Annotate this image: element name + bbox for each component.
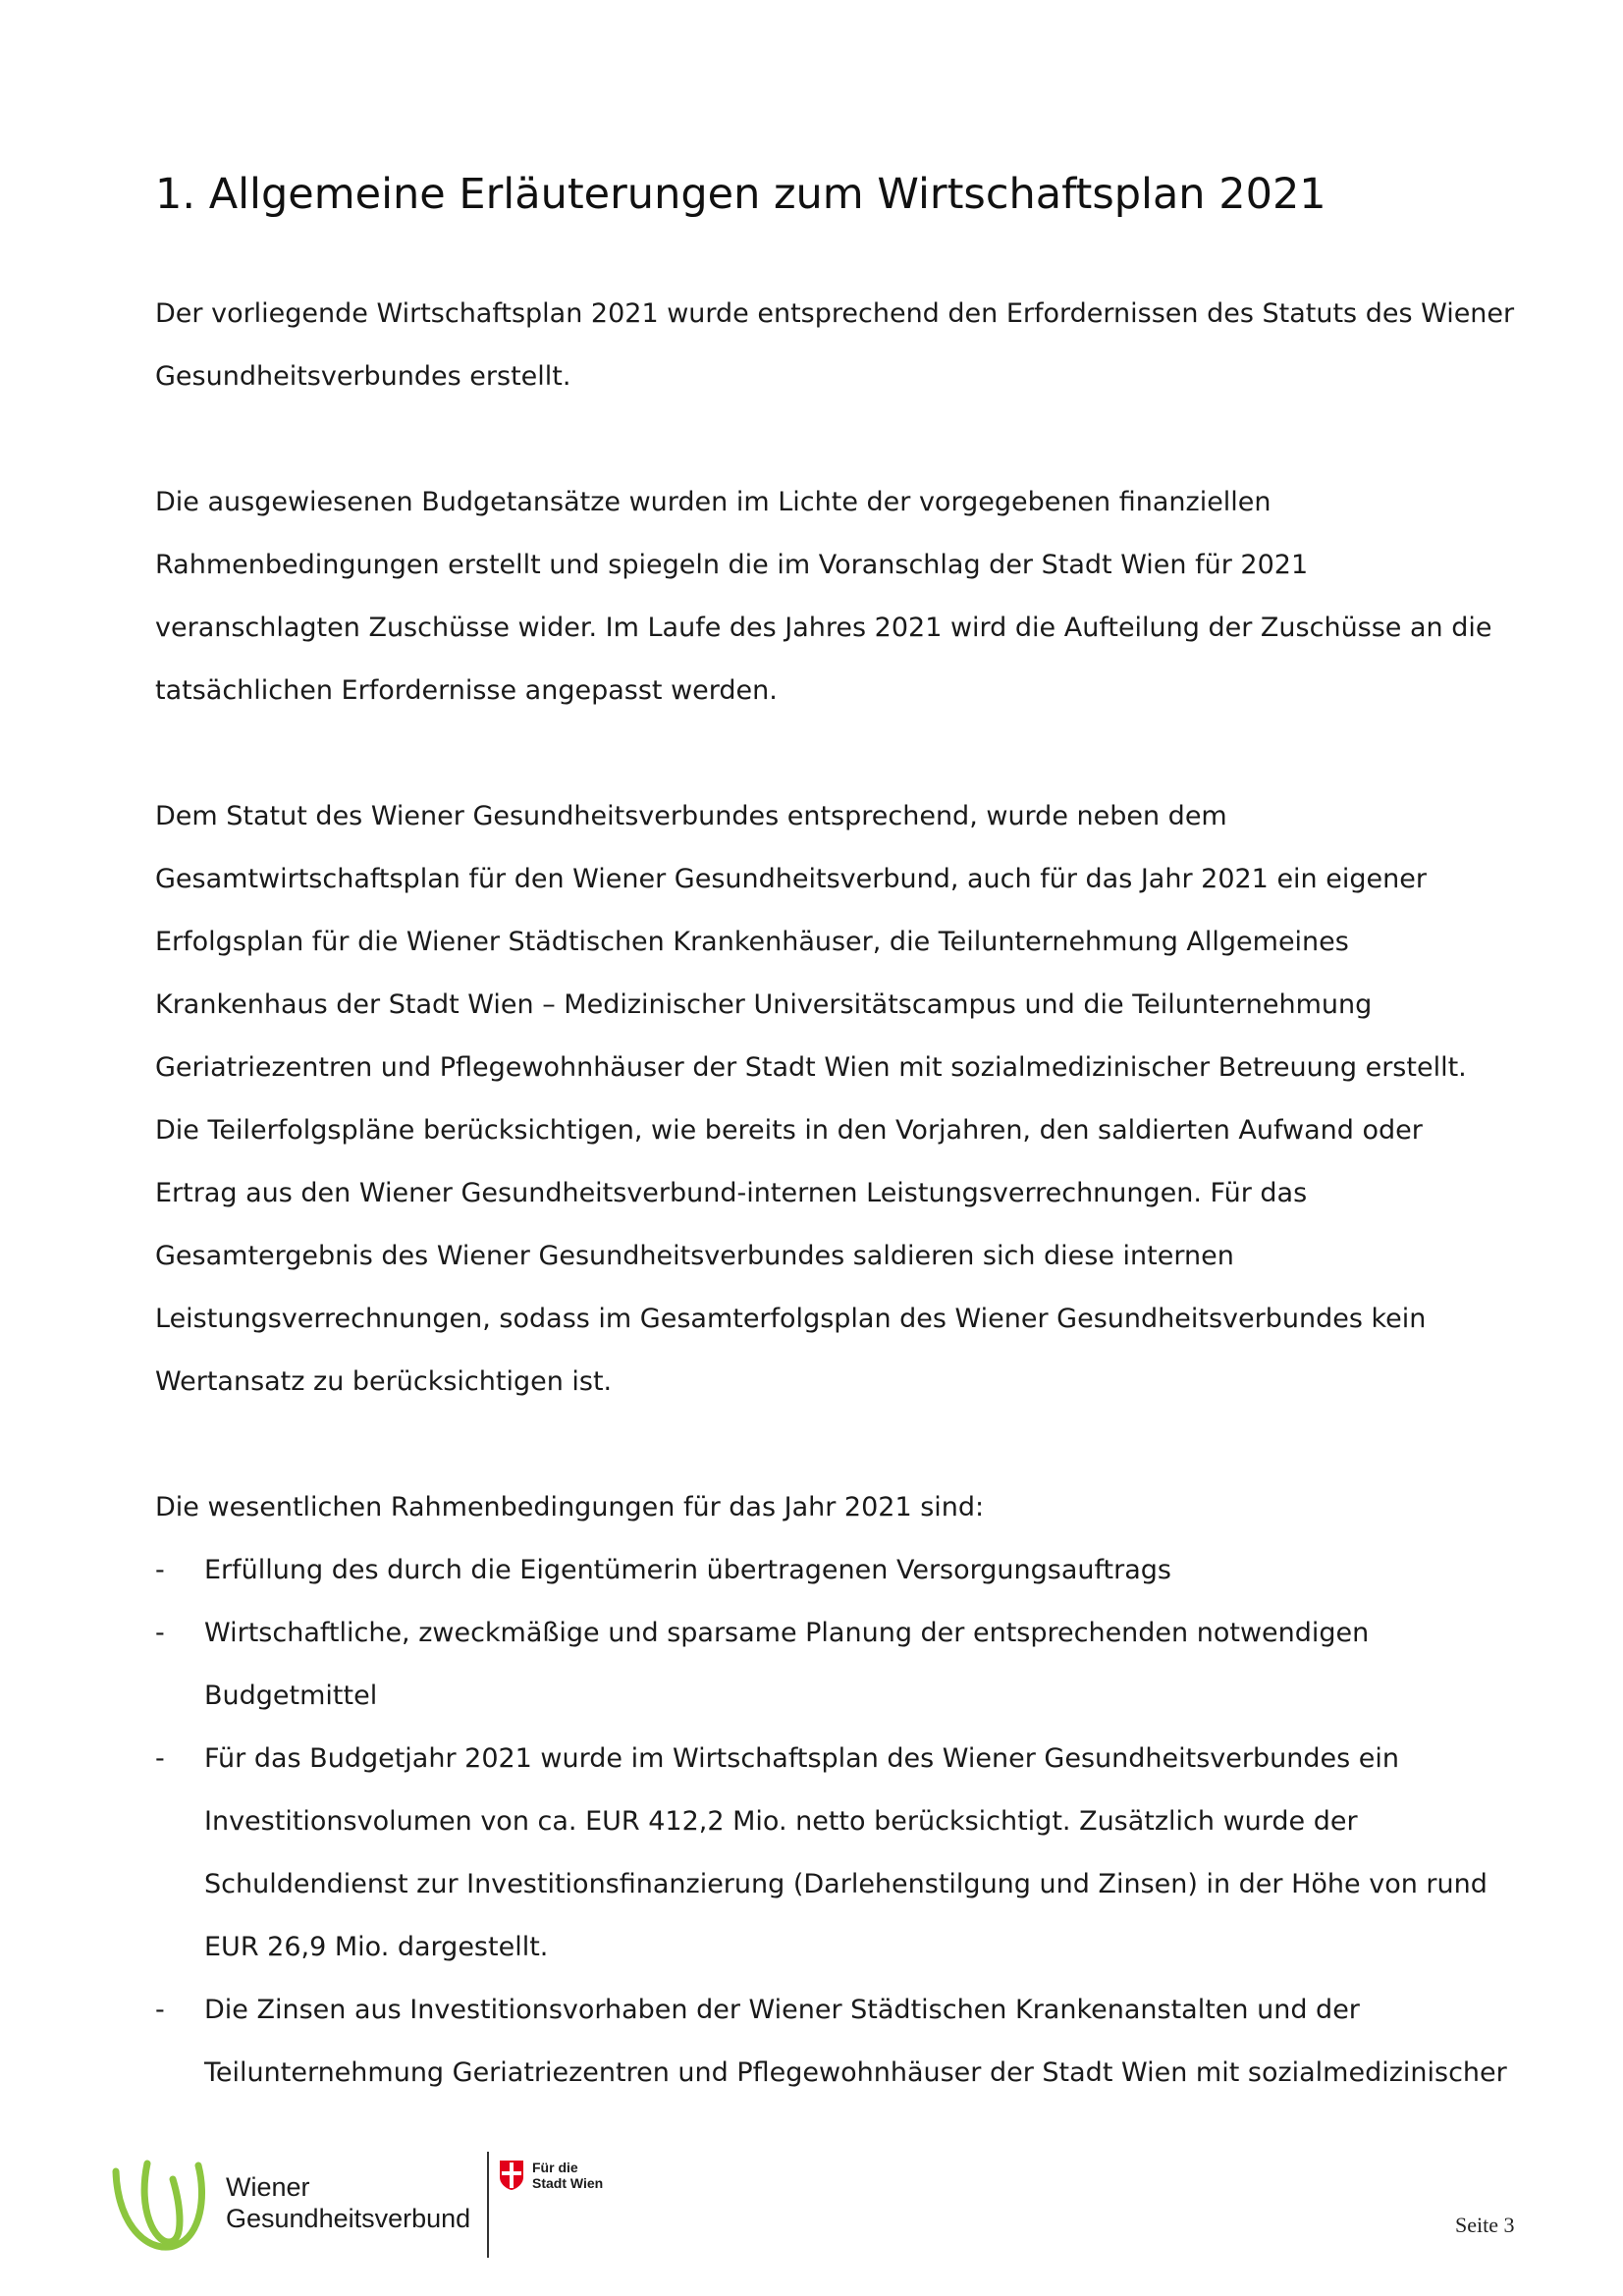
- text-line: Die ausgewiesenen Budgetansätze wurden im Lichte der vorgegebenen finanziellen: [155, 487, 1271, 517]
- dash-bullet: -: [155, 1743, 165, 1774]
- text-line: Budgetmittel: [204, 1681, 378, 1711]
- dash-bullet: -: [155, 1555, 165, 1585]
- text-line: Wirtschaftliche, zweckmäßige und sparsame Planung der entsprechenden notwendigen: [204, 1618, 1370, 1648]
- text-line: tatsächlichen Erfordernisse angepasst werden.: [155, 675, 778, 706]
- text-line: Erfolgsplan für die Wiener Städtischen Krankenhäuser, die Teilunternehmung Allgemeines: [155, 927, 1349, 957]
- text-line: Gesamtwirtschaftsplan für den Wiener Gesundheitsverbund, auch für das Jahr 2021 ein eigener: [155, 864, 1427, 894]
- city-line-1: Für die: [532, 2160, 578, 2175]
- text-line: Krankenhaus der Stadt Wien – Medizinischer Universitätscampus und die Teilunternehmung: [155, 989, 1373, 1020]
- text-line: Wertansatz zu berücksichtigen ist.: [155, 1366, 613, 1397]
- paragraph-1: [155, 283, 1530, 408]
- page-number: Seite 3: [1455, 2213, 1515, 2237]
- paragraph-3: [155, 785, 1530, 1414]
- text-line: Die wesentlichen Rahmenbedingungen für das Jahr 2021 sind:: [155, 1492, 985, 1522]
- text-line: Gesamtergebnis des Wiener Gesundheitsverbundes saldieren sich diese internen: [155, 1241, 1234, 1271]
- city-line-2: Stadt Wien: [532, 2175, 604, 2191]
- text-line: Dem Statut des Wiener Gesundheitsverbundes entsprechend, wurde neben dem: [155, 801, 1227, 831]
- wgv-logo-icon: [108, 2152, 226, 2260]
- dash-bullet: -: [155, 1995, 165, 2025]
- dash-bullet: -: [155, 1618, 165, 1648]
- list-item: [155, 1979, 1530, 2105]
- logo-inner-curve: [144, 2163, 180, 2242]
- text-line: Die Zinsen aus Investitionsvorhaben der Wiener Städtischen Krankenanstalten und der: [204, 1995, 1360, 2025]
- text-line: Leistungsverrechnungen, sodass im Gesamterfolgsplan des Wiener Gesundheitsverbundes kein: [155, 1304, 1427, 1334]
- list-item: [155, 1728, 1530, 1979]
- logo-line-1: Wiener: [226, 2172, 310, 2202]
- stadt-wien-logo: [499, 2160, 636, 2209]
- text-line: Teilunternehmung Geriatriezentren und Pflegewohnhäuser der Stadt Wien mit sozialmedizinischer: [204, 2057, 1507, 2088]
- logo-wordmark: [226, 2171, 470, 2234]
- logo-line-2: Gesundheitsverbund: [226, 2204, 471, 2233]
- vienna-shield-icon: [499, 2160, 524, 2191]
- conditions-list: [155, 1539, 1530, 2105]
- text-line: Geriatriezentren und Pflegewohnhäuser der Stadt Wien mit sozialmedizinischer Betreuung erstellt.: [155, 1052, 1467, 1083]
- text-line: EUR 26,9 Mio. dargestellt.: [204, 1932, 549, 1962]
- body-text: [155, 283, 1530, 2105]
- text-line: Schuldendienst zur Investitionsfinanzierung (Darlehenstilgung und Zinsen) in der Höhe von rund: [204, 1869, 1488, 1899]
- text-line: Gesundheitsverbundes erstellt.: [155, 361, 571, 392]
- list-item: [155, 1602, 1530, 1728]
- text-line: Ertrag aus den Wiener Gesundheitsverbund-internen Leistungsverrechnungen. Für das: [155, 1178, 1308, 1208]
- text-line: Für das Budgetjahr 2021 wurde im Wirtschaftsplan des Wiener Gesundheitsverbundes ein: [204, 1743, 1399, 1774]
- footer-divider: [487, 2152, 489, 2258]
- text-line: Erfüllung des durch die Eigentümerin übertragenen Versorgungsauftrags: [204, 1555, 1171, 1585]
- text-line: Investitionsvolumen von ca. EUR 412,2 Mio. netto berücksichtigt. Zusätzlich wurde der: [204, 1806, 1358, 1837]
- stadt-wien-wordmark: [532, 2160, 603, 2191]
- text-line: veranschlagten Zuschüsse wider. Im Laufe des Jahres 2021 wird die Aufteilung der Zuschüsse an die: [155, 613, 1492, 643]
- text-line: Der vorliegende Wirtschaftsplan 2021 wurde entsprechend den Erfordernissen des Statuts des Wiener: [155, 298, 1515, 329]
- list-intro: [155, 1476, 1530, 1539]
- text-line: Die Teilerfolgspläne berücksichtigen, wie bereits in den Vorjahren, den saldierten Aufwand oder: [155, 1115, 1423, 1146]
- paragraph-2: [155, 471, 1530, 722]
- wiener-gesundheitsverbund-logo: [108, 2152, 481, 2260]
- text-line: Rahmenbedingungen erstellt und spiegeln die im Voranschlag der Stadt Wien für 2021: [155, 550, 1309, 580]
- list-item: [155, 1539, 1530, 1602]
- page-title: 1. Allgemeine Erläuterungen zum Wirtschaftsplan 2021: [155, 170, 1326, 219]
